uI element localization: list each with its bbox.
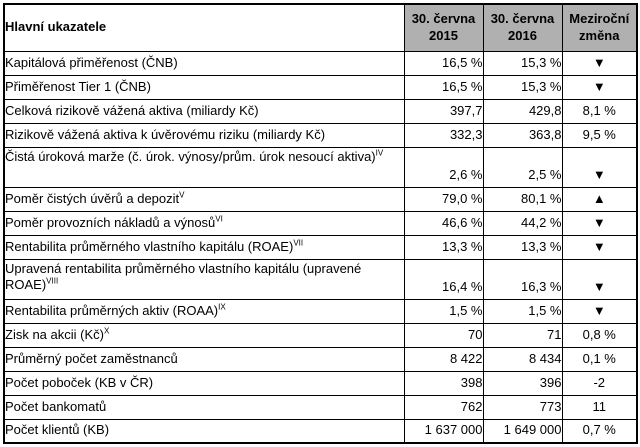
table-row [4, 371, 637, 395]
value-2015: 70 [404, 323, 483, 347]
row-label: Poměr provozních nákladů a výnosů [5, 214, 216, 230]
yoy-change: ▼ [562, 147, 637, 187]
yoy-change: 8,1 % [562, 99, 637, 123]
value-2015: 398 [404, 371, 483, 395]
col-header-2015: 30. června 2015 [404, 4, 483, 51]
main-indicators-table [3, 3, 638, 444]
value-2015: 16,5 % [404, 51, 483, 75]
value-2016: 44,2 % [483, 211, 562, 235]
value-2016: 1 649 000 [483, 419, 562, 443]
yoy-change: ▼ [562, 51, 637, 75]
table-row [4, 299, 637, 323]
col-header-2016: 30. června 2016 [483, 4, 562, 51]
table-row [4, 99, 637, 123]
yoy-change: ▲ [562, 187, 637, 211]
value-2015: 762 [404, 395, 483, 419]
table-header-row [4, 4, 637, 51]
yoy-change: 0,7 % [562, 419, 637, 443]
value-2016: 15,3 % [483, 75, 562, 99]
value-2016: 396 [483, 371, 562, 395]
row-label: Zisk na akcii (Kč) [5, 326, 104, 342]
table-row [4, 75, 637, 99]
row-label: Upravená rentabilita průměrného vlastního kapitálu (upravené ROAE) [5, 260, 362, 293]
row-label: Počet poboček (KB v ČR) [5, 374, 154, 390]
footnote-ref: IX [218, 302, 226, 312]
row-label: Počet bankomatů [5, 398, 107, 414]
row-label: Čistá úroková marže (č. úrok. výnosy/prům. úrok nesoucí aktiva) [5, 148, 376, 164]
value-2015: 1 637 000 [404, 419, 483, 443]
yoy-change: 9,5 % [562, 123, 637, 147]
table-row [4, 147, 637, 187]
table-row [4, 323, 637, 347]
value-2016: 429,8 [483, 99, 562, 123]
value-2016: 15,3 % [483, 51, 562, 75]
yoy-change: ▼ [562, 75, 637, 99]
table-title: Hlavní ukazatele [4, 4, 404, 51]
col-header-change: Meziroční změna [562, 4, 637, 51]
value-2015: 79,0 % [404, 187, 483, 211]
row-label: Rizikově vážená aktiva k úvěrovému riziku (miliardy Kč) [5, 126, 326, 142]
table-row [4, 347, 637, 371]
value-2016: 71 [483, 323, 562, 347]
yoy-change: -2 [562, 371, 637, 395]
footnote-ref: IV [375, 148, 384, 158]
value-2015: 332,3 [404, 123, 483, 147]
value-2015: 397,7 [404, 99, 483, 123]
value-2015: 46,6 % [404, 211, 483, 235]
row-label: Rentabilita průměrných aktiv (ROAA) [5, 302, 219, 318]
yoy-change: 0,1 % [562, 347, 637, 371]
row-label: Poměr čistých úvěrů a depozit [5, 190, 180, 206]
table-row [4, 419, 637, 443]
value-2016: 363,8 [483, 123, 562, 147]
value-2016: 773 [483, 395, 562, 419]
yoy-change: ▼ [562, 235, 637, 259]
footnote-ref: VIII [46, 277, 59, 287]
yoy-change: ▼ [562, 259, 637, 299]
value-2015: 2,6 % [404, 147, 483, 187]
value-2016: 16,3 % [483, 259, 562, 299]
footnote-ref: V [179, 190, 185, 200]
value-2015: 16,4 % [404, 259, 483, 299]
yoy-change: 11 [562, 395, 637, 419]
value-2016: 1,5 % [483, 299, 562, 323]
table-row [4, 211, 637, 235]
row-label: Celková rizikově vážená aktiva (miliardy Kč) [5, 102, 259, 118]
value-2015: 1,5 % [404, 299, 483, 323]
footnote-ref: VI [215, 214, 223, 224]
footnote-ref: X [103, 326, 110, 336]
value-2015: 13,3 % [404, 235, 483, 259]
table-row [4, 187, 637, 211]
yoy-change: ▼ [562, 211, 637, 235]
yoy-change: 0,8 % [562, 323, 637, 347]
value-2016: 2,5 % [483, 147, 562, 187]
row-label: Přiměřenost Tier 1 (ČNB) [5, 78, 151, 94]
row-label: Kapitálová přiměřenost (ČNB) [5, 54, 178, 70]
value-2016: 8 434 [483, 347, 562, 371]
value-2015: 16,5 % [404, 75, 483, 99]
table-row [4, 235, 637, 259]
footnote-ref: VII [293, 238, 304, 248]
row-label: Rentabilita průměrného vlastního kapitálu (ROAE) [5, 238, 294, 254]
value-2015: 8 422 [404, 347, 483, 371]
yoy-change: ▼ [562, 299, 637, 323]
table-row [4, 51, 637, 75]
row-label: Průměrný počet zaměstnanců [5, 350, 178, 366]
table-row [4, 123, 637, 147]
row-label: Počet klientů (KB) [5, 422, 110, 438]
table-row [4, 395, 637, 419]
table-row [4, 259, 637, 299]
value-2016: 13,3 % [483, 235, 562, 259]
value-2016: 80,1 % [483, 187, 562, 211]
